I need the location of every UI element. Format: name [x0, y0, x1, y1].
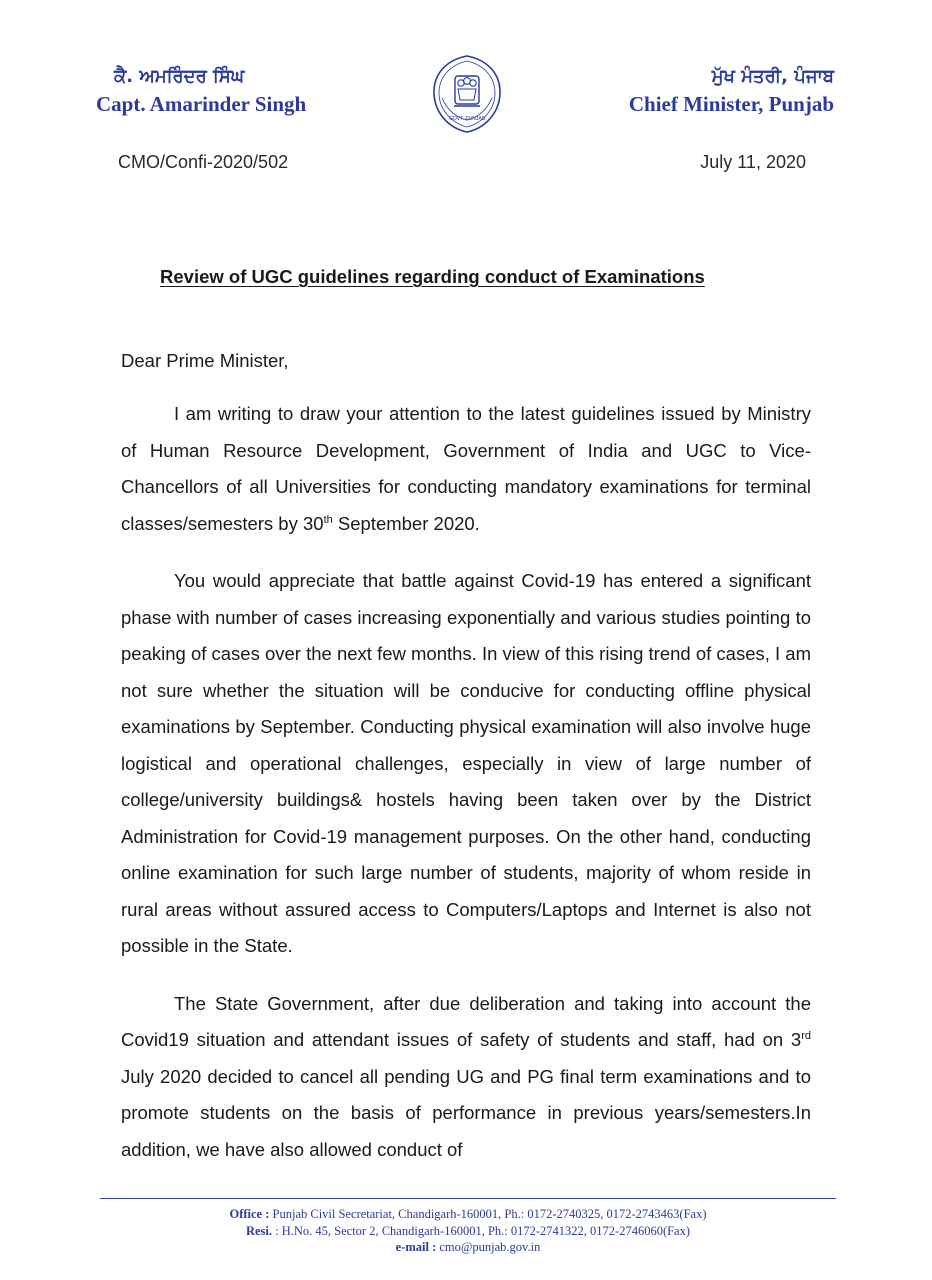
state-emblem-icon — [430, 54, 504, 134]
letter-body — [121, 396, 811, 1189]
sender-name-punjabi: ਕੈ. ਅਮਰਿੰਦਰ ਸਿੰਘ — [114, 66, 245, 87]
paragraph-1: I am writing to draw your attention to the latest guidelines issued by Ministry of Human Resource Development, Government of India and UGC to Vice-Chancellors of all Universities for conducting mandatory examinations for terminal classes/semesters by 30th September 2020. — [121, 403, 811, 534]
letterhead-footer — [100, 1206, 836, 1256]
reference-number: CMO/Confi-2020/502 — [118, 152, 289, 172]
paragraph-3: The State Government, after due deliberation and taking into account the Covid19 situation and attendant issues of safety of students and staff, had on 3rd July 2020 decided to cancel all pending UG and PG final term examinations and to promote students on the basis of performance in previous years/semesters.In addition, we have also allowed conduct of — [121, 992, 811, 1160]
footer-office-line: Office : Punjab Civil Secretariat, Chandigarh-160001, Ph.: 0172-2740325, 0172-2743463(Fax) — [229, 1207, 707, 1221]
subject-line: Review of UGC guidelines regarding conduct of Examinations — [160, 266, 705, 287]
paragraph-2: You would appreciate that battle against Covid-19 has entered a significant phase with number of cases increasing exponentially and various studies pointing to peaking of cases over the next few months. In view of this rising trend of cases, I am not sure whether the situation will be conducive for conducting offline physical examinations by September. Conducting physical examination will also involve huge logistical and operational challenges, especially in view of large number of college/university buildings& hostels having been taken over by the District Administration for Covid-19 management purposes. On the other hand, conducting online examination for such large number of students, majority of whom reside in rural areas without assured access to Computers/Laptops and Internet is also not possible in the State. — [121, 570, 811, 956]
sender-name: Capt. Amarinder Singh — [96, 92, 307, 116]
office-title-punjabi: ਮੁੱਖ ਮੰਤਰੀ, ਪੰਜਾਬ — [711, 66, 834, 87]
footer-residence-line: Resi. : H.No. 45, Sector 2, Chandigarh-160001, Ph.: 0172-2741322, 0172-2746060(Fax) — [245, 1223, 691, 1238]
letter-date: July 11, 2020 — [700, 152, 806, 172]
footer-divider — [100, 1198, 836, 1199]
emblem-caption: GOVT. PUNJAB — [448, 116, 486, 122]
letterhead-right — [604, 64, 834, 118]
letterhead-left — [96, 64, 326, 118]
office-title: Chief Minister, Punjab — [628, 92, 834, 116]
salutation: Dear Prime Minister, — [121, 350, 289, 371]
footer-email-line: e-mail : cmo@punjab.gov.in — [395, 1240, 541, 1254]
